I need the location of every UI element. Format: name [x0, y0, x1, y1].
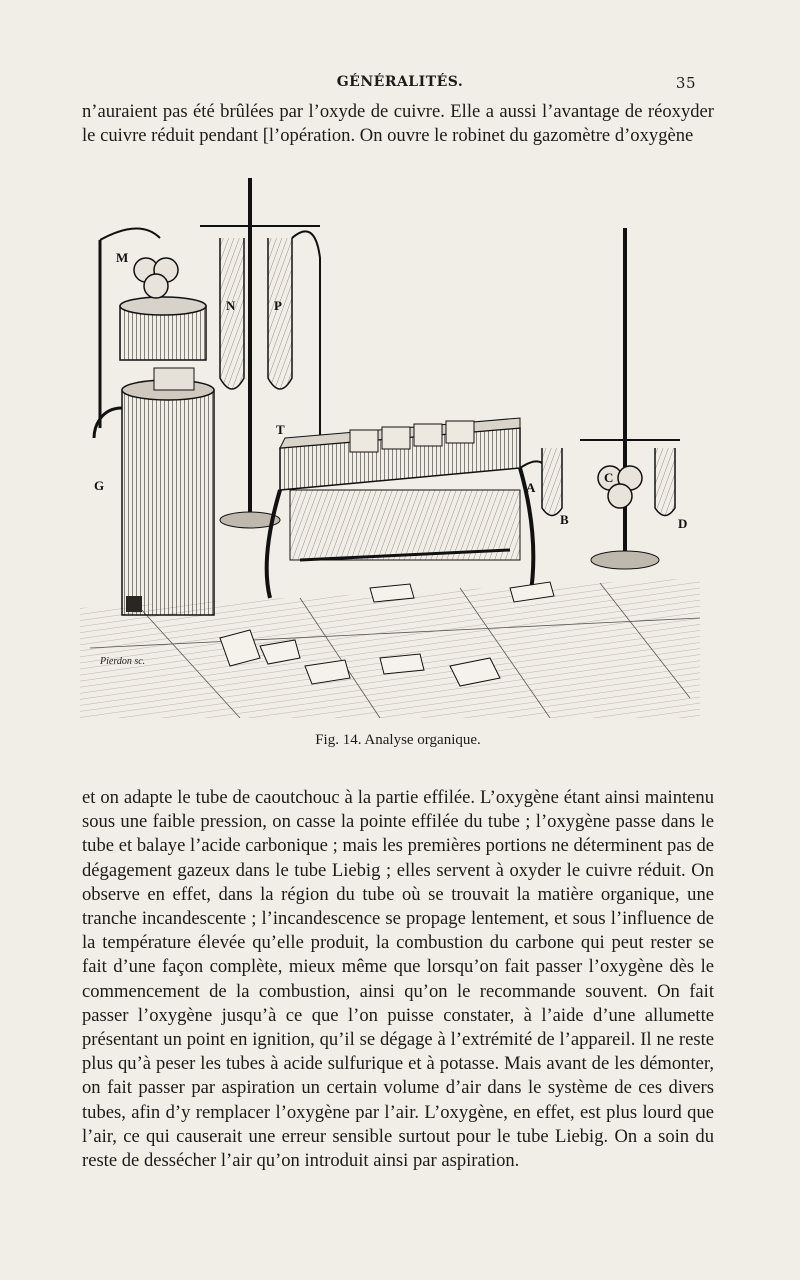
label-m: M [116, 250, 129, 265]
label-p: P [274, 298, 282, 313]
main-paragraph: et on adapte le tube de caoutchouc à la partie effilée. L’oxygène étant ainsi maintenu sous une faible pression, on casse la pointe effilée du tube ; l’oxygène passe dans le tube et balaye l’acide carbonique ; mais les premières portions ne déterminent pas de dégagement gazeux dans le tube Liebig ; elles servent à oxyder le cuivre réduit. On observe en effet, dans la région du tube où se trouvait la matière organique, une tranche incandescente ; l’incandescence se propage lentement, et sous l’influence de la température élevée qu’elle produit, la combustion du carbone qui peut rester se fait d’une façon complète, mieux même que lorsqu’on fait passer l’oxygène dès le commencement de la combustion, ainsi qu’on le recommande souvent. On fait passer l’oxygène jusqu’à ce que l’on puisse constater, à l’aide d’une allumette présentant un point en ignition, qu’il se dégage à l’extrémité de l’appareil. Il ne reste plus qu’à peser les tubes à acide sulfurique et à potasse. Mais avant de les démonter, on fait passer par aspiration un certain volume d’air dans le système de ces divers tubes, afin d’y remplacer l’oxygène par l’air. L’oxygène, en effet, est plus lourd que l’air, ce qui causerait une erreur sensible surtout pour le tube Liebig. On a soin du reste de dessécher l’air qu’on introduit ainsi par aspiration. [82, 787, 714, 1172]
gasometer [94, 297, 214, 615]
page-number: 35 [675, 74, 696, 92]
figure-engraving [80, 178, 700, 718]
caption-number: Fig. 14. [315, 732, 362, 748]
engraver-signature: Pierdon sc. [100, 656, 146, 667]
caption-text: Analyse organique. [364, 732, 481, 748]
figure-caption [82, 732, 714, 749]
top-paragraph: n’auraient pas été brûlées par l’oxyde de cuivre. Elle a aussi l’avantage de réoxyder le cuivre réduit pendant [l’opération. On ouvre le robinet du gazomètre d’oxygène [82, 101, 714, 147]
running-head-title: GÉNÉRALITÉS. [336, 74, 464, 90]
running-head [86, 74, 714, 96]
label-t: T [276, 422, 285, 437]
label-d: D [678, 516, 688, 531]
label-g: G [94, 478, 105, 493]
label-b: B [560, 512, 569, 527]
label-a: A [526, 480, 536, 495]
potash-apparatus [520, 228, 680, 569]
apparatus-illustration [80, 178, 700, 718]
label-n: N [226, 298, 236, 313]
label-c: C [604, 470, 614, 485]
combustion-furnace [267, 418, 534, 598]
